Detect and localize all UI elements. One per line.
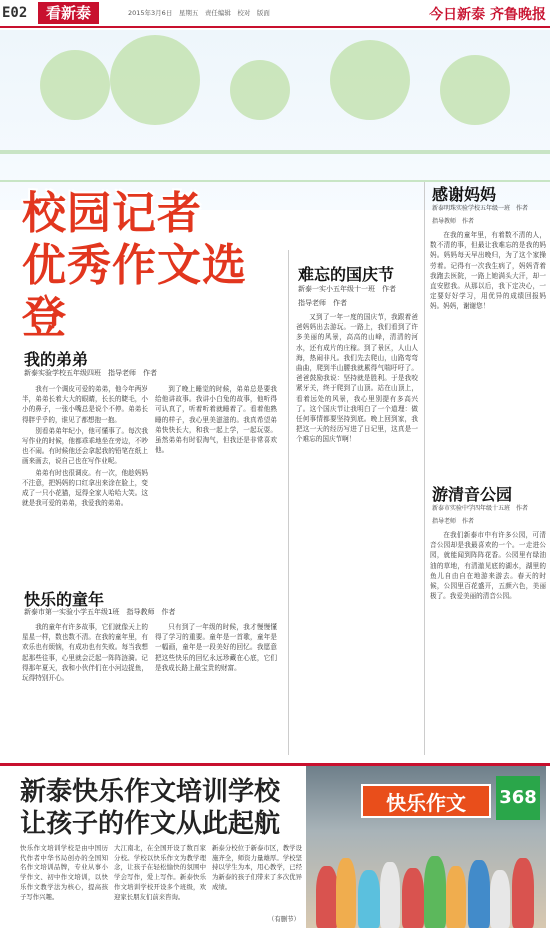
feature-title-line1: 校园记者 [22, 188, 202, 239]
article-title-brother: 我的弟弟 [24, 350, 89, 369]
article-body-park: 在我们新泰市中有许多公园，可清音公园却是我最喜欢的一个。一走进公园，就能闻到阵阵花香。公园里有绿油油的草地，有清澈见底的湖水，湖里的鱼儿自由自在地游来游去。春天的时候，公园里百花盛开，五颜六色，美丽极了。我爱美丽的清音公园。 [430, 531, 546, 601]
article-teacher-park: 指导老师 作者 [432, 518, 475, 525]
article-body-childhood-col2: 只有到了一年级的时候，我才慢慢懂得了学习的重要。童年是一首歌，童年是一幅画，童年是一段美好的回忆。我愿意把这些快乐的回忆永远珍藏在心底，它们是我成长路上最宝贵的财富。 [155, 623, 277, 672]
article-body-brother-col2: 到了晚上睡觉的时候，弟弟总是要我给他讲故事。我讲小白兔的故事，他听得可认真了，听着听着就睡着了。看着他熟睡的样子，我心里美滋滋的。我真希望弟弟快快长大，和我一起上学，一起玩耍。虽然弟弟有时很淘气，但我还是非常喜欢他。 [155, 385, 277, 455]
article-title-park: 游清音公园 [432, 485, 513, 504]
article-byline-national-day: 新泰一实小五年级十一班 作者 [298, 285, 396, 293]
issue-info: 2015年3月6日 星期五 责任编辑 校对 版面 [128, 9, 270, 17]
bottom-body-col1: 快乐作文培训学校是由中国历代作者中华书局创办的全国知名作文培训品牌，专业从事小学作文、初中作文培训，以快乐作文教学法为核心，提高孩子写作兴趣。 [20, 844, 108, 901]
page-number: E02 [2, 5, 28, 21]
article-teacher-mother: 指导教师 作者 [432, 218, 475, 225]
feature-title [22, 188, 272, 343]
article-byline-brother: 新泰实验学校五年级四班 指导老师 作者 [24, 369, 157, 377]
article-title-childhood: 快乐的童年 [24, 590, 105, 609]
column-divider-2 [424, 182, 425, 755]
photo-number-sign: 368 [496, 776, 540, 820]
feature-title-line2: 优秀作文选登 [22, 240, 247, 343]
bottom-body-col2: 大江南北，在全国开设了数百家分校。学校以快乐作文为教学理念，让孩子在轻松愉快的氛围中学会写作，爱上写作。新泰快乐作文培训学校开设多个班级，欢迎家长朋友们前来咨询。 [114, 844, 206, 901]
masthead [0, 0, 550, 28]
column-divider [288, 250, 289, 755]
bottom-headline [20, 776, 310, 840]
article-body-mother: 在我的童年里，有着数不清的人，数不清的事，但最让我难忘的是我的妈妈。妈妈每天早出晚归，为了这个家操劳着。记得有一次我生病了，妈妈背着我跑去医院，一路上她满头大汗，却一直安慰我。从那以后，我下定决心，一定要好好学习，用优异的成绩回报妈妈。妈妈，谢谢您！ [430, 231, 546, 311]
continued-mark: （有删节） [268, 915, 300, 923]
article-body-brother: 我有一个调皮可爱的弟弟，他今年两岁半，弟弟长着大大的眼睛，长长的睫毛，小小的鼻子，一张小嘴总是说个不停。弟弟长得胖乎乎的，谁见了都想抱一抱。 别看弟弟年纪小，他可懂事了。每次我写作业的时候，他都乖乖地坐在旁边，不吵也不闹。有时候他还会拿起我的铅笔在纸上画来画去，说自己也在写作业呢。 弟弟有时也很调皮。有一次，他趁妈妈不注意，把妈妈的口红拿出来涂在脸上，变成了一只小花猫，逗得全家人哈哈大笑。这就是我可爱的弟弟，我爱我的弟弟。 [22, 385, 148, 508]
newspaper-brand: 今日新泰 齐鲁晚报 [429, 7, 546, 23]
article-byline-childhood: 新泰市第一实验小学五年级1班 指导教师 作者 [24, 608, 176, 616]
article-byline-mother: 新泰明珠实验学校五年级一班 作者 [432, 205, 529, 212]
article-teacher-national-day: 指导老师 作者 [298, 299, 347, 307]
article-title-national-day: 难忘的国庆节 [298, 265, 395, 284]
bottom-headline-line2: 让孩子的作文从此起航 [20, 809, 281, 839]
article-body-childhood: 我的童年有许多故事，它们就像天上的星星一样，数也数不清。在我的童年里，有欢乐也有烦恼，有成功也有失败。每当我想起那些往事，心里就会泛起一阵阵涟漪。记得那年夏天，我和小伙伴们在小河边捉鱼，玩得特别开心。 [22, 623, 148, 683]
school-photo [306, 766, 546, 928]
article-title-mother: 感谢妈妈 [432, 185, 497, 204]
bottom-headline-line1: 新泰快乐作文培训学校 [20, 777, 281, 807]
bottom-body-col3: 新泰分校位于新泰市区，教学设施齐全，师资力量雄厚。学校坚持以学生为本，用心教学，已经为新泰的孩子们带来了多次优异成绩。 [212, 844, 302, 891]
article-byline-park: 新泰市实验中学四年级十五班 作者 [432, 505, 529, 512]
photo-school-sign: 快乐作文 [361, 784, 491, 818]
section-tab[interactable]: 看新泰 [38, 2, 99, 24]
article-body-national-day: 又到了一年一度的国庆节，我跟着爸爸妈妈出去游玩。一路上，我们看到了许多美丽的风景，高高的山峰，清清的河水，还有成片的庄稼。到了景区，人山人海，热闹非凡。我们先去爬山，山路弯弯曲曲，爬到半山腰我就累得气喘吁吁了。爸爸鼓励我说：坚持就是胜利。于是我咬紧牙关，终于爬到了山顶。站在山顶上，看着远处的风景，我心里别提有多高兴了。这个国庆节让我明白了一个道理：做任何事情都要坚持到底。晚上回到家，我把这一天的经历写进了日记里，这真是一个难忘的国庆节啊！ [296, 313, 418, 444]
